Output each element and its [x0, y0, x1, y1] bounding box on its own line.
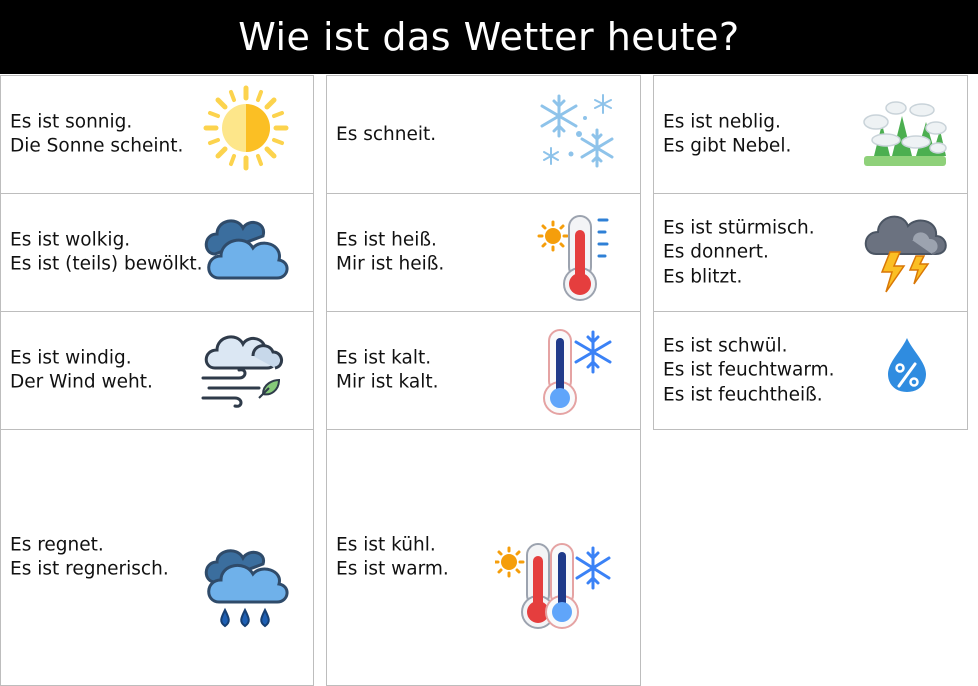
text-line: Es donnert. [663, 241, 769, 263]
text-line: Es ist neblig. [663, 111, 781, 132]
weather-card-text [10, 346, 153, 395]
weather-card-text [336, 228, 444, 277]
hot-thermometer-icon [535, 212, 615, 304]
weather-card-cool-warm [326, 429, 641, 686]
text-line: Es ist windig. [10, 347, 132, 368]
text-line: Es ist regnerisch. [10, 558, 169, 580]
warm-cool-thermometer-icon [495, 540, 611, 634]
cloud-icon [201, 212, 291, 284]
text-line: Es ist feuchtwarm. [663, 359, 835, 381]
text-line: Es ist kühl. [336, 534, 436, 555]
cold-thermometer-icon [543, 326, 613, 418]
text-line: Es ist sonnig. [10, 111, 133, 132]
text-line: Es ist heiß. [336, 229, 437, 250]
weather-card-text [663, 110, 791, 159]
weather-card-text [336, 346, 439, 395]
text-line: Die Sonne scheint. [10, 135, 184, 157]
text-line: Es schneit. [336, 123, 437, 145]
text-line: Es ist stürmisch. [663, 216, 815, 238]
weather-card-text [10, 228, 203, 277]
weather-card-text [10, 110, 183, 159]
text-line: Es blitzt. [663, 265, 743, 287]
weather-card-text [336, 122, 436, 147]
page-title: Wie ist das Wetter heute? [0, 0, 978, 74]
weather-card-storm [653, 193, 968, 312]
weather-card-text [663, 334, 835, 408]
weather-card-windy [0, 311, 314, 430]
weather-card-text [336, 533, 449, 582]
weather-card-text [663, 216, 815, 290]
weather-card-humid [653, 311, 968, 430]
text-line: Es ist (teils) bewölkt. [10, 253, 203, 275]
text-line: Es gibt Nebel. [663, 135, 792, 157]
text-line: Mir ist kalt. [336, 371, 439, 393]
text-line: Es ist wolkig. [10, 229, 131, 250]
weather-card-rainy [0, 429, 314, 686]
weather-card-cold [326, 311, 641, 430]
text-line: Der Wind weht. [10, 371, 153, 393]
snowflake-icon [535, 92, 619, 172]
text-line: Es ist warm. [336, 558, 449, 580]
weather-card-sunny [0, 75, 314, 194]
sun-icon [202, 84, 290, 172]
weather-card-snow [326, 75, 641, 194]
storm-icon [860, 208, 950, 296]
text-line: Es ist schwül. [663, 334, 788, 356]
weather-card-text [10, 533, 169, 582]
text-line: Es regnet. [10, 534, 104, 555]
weather-card-fog [653, 75, 968, 194]
wind-icon [199, 324, 291, 412]
weather-card-hot [326, 193, 641, 312]
text-line: Mir ist heiß. [336, 253, 445, 275]
text-line: Es ist kalt. [336, 347, 432, 368]
fog-icon [862, 98, 948, 170]
rain-icon [201, 544, 291, 630]
weather-card-cloudy [0, 193, 314, 312]
text-line: Es ist feuchtheiß. [663, 383, 823, 405]
humidity-icon [884, 336, 930, 394]
